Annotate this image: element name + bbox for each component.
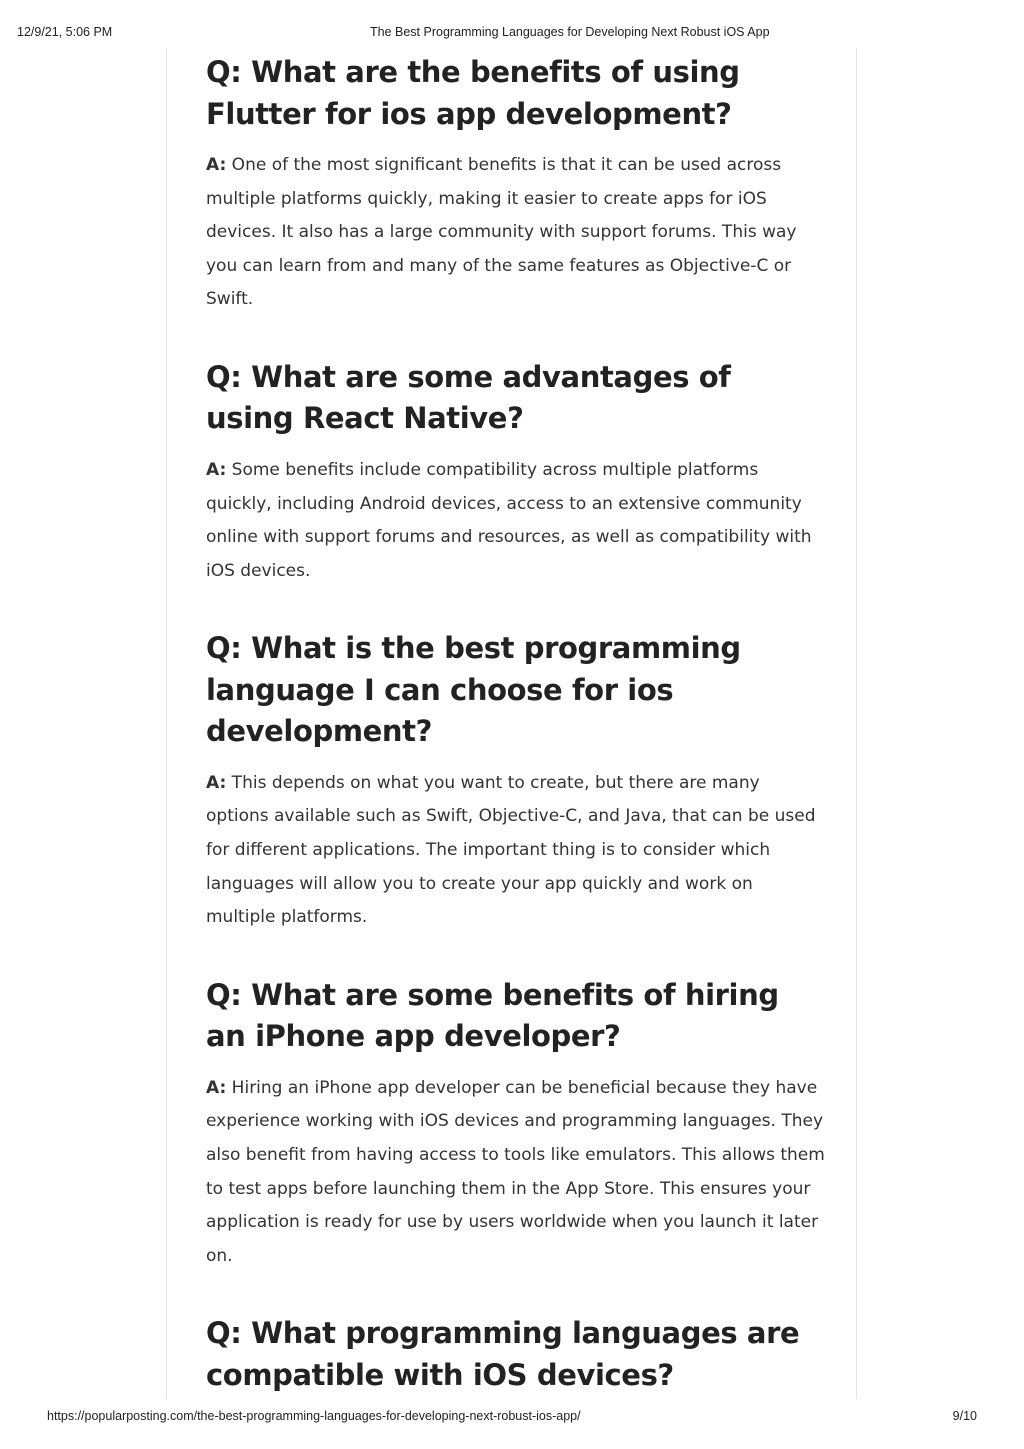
print-url: https://popularposting.com/the-best-programming-languages-for-developing-next-robust-ios-app/	[47, 1409, 581, 1423]
print-doc-title: The Best Programming Languages for Developing Next Robust iOS App	[370, 25, 770, 39]
faq-item-best-language	[206, 628, 826, 934]
faq-question: Q: What is the best programming language I can choose for ios development?	[206, 631, 741, 749]
faq-answer	[206, 149, 826, 317]
print-header	[0, 25, 1024, 43]
page-number: 9/10	[952, 1409, 977, 1423]
faq-answer	[206, 1072, 826, 1274]
answer-label: A:	[206, 772, 227, 793]
answer-text: Some benefits include compatibility across multiple platforms quickly, including Android devices, access to an extensive community online with support forums and resources, as well as compatibility with iOS devices.	[206, 459, 812, 581]
answer-label: A:	[206, 459, 227, 480]
faq-item-flutter	[206, 52, 826, 317]
faq-item-hiring-developer	[206, 975, 826, 1274]
print-footer	[0, 1409, 1024, 1427]
print-datetime: 12/9/21, 5:06 PM	[17, 25, 113, 39]
faq-article	[206, 52, 826, 1436]
answer-label: A:	[206, 1077, 227, 1098]
answer-text: One of the most significant benefits is that it can be used across multiple platforms quickly, making it easier to create apps for iOS devices. It also has a large community with support forums. This way you can learn from and many of the same features as Objective-C or Swift.	[206, 155, 797, 310]
faq-answer	[206, 454, 826, 588]
answer-label: A:	[206, 155, 227, 175]
faq-question: Q: What are some benefits of hiring an iPhone app developer?	[206, 977, 779, 1054]
faq-item-compatible-languages	[206, 1313, 826, 1396]
answer-text: Hiring an iPhone app developer can be beneficial because they have experience working with iOS devices and programming languages. They also benefit from having access to tools like emulators. This allows them to test apps before launching them in the App Store. This ensures your application is ready for use by users worldwide when you launch it later on.	[206, 1077, 825, 1266]
faq-question: Q: What are some advantages of using React Native?	[206, 359, 731, 436]
faq-answer	[206, 767, 826, 935]
faq-question: Q: What programming languages are compatible with iOS devices?	[206, 1316, 800, 1392]
answer-text: This depends on what you want to create, but there are many options available such as Swift, Objective-C, and Java, that can be used for different applications. The important thing is to consider which languages will allow you to create your app quickly and work on multiple platforms.	[206, 772, 816, 928]
faq-question: Q: What are the benefits of using Flutter for ios app development?	[206, 55, 740, 131]
faq-item-react-native	[206, 357, 826, 588]
